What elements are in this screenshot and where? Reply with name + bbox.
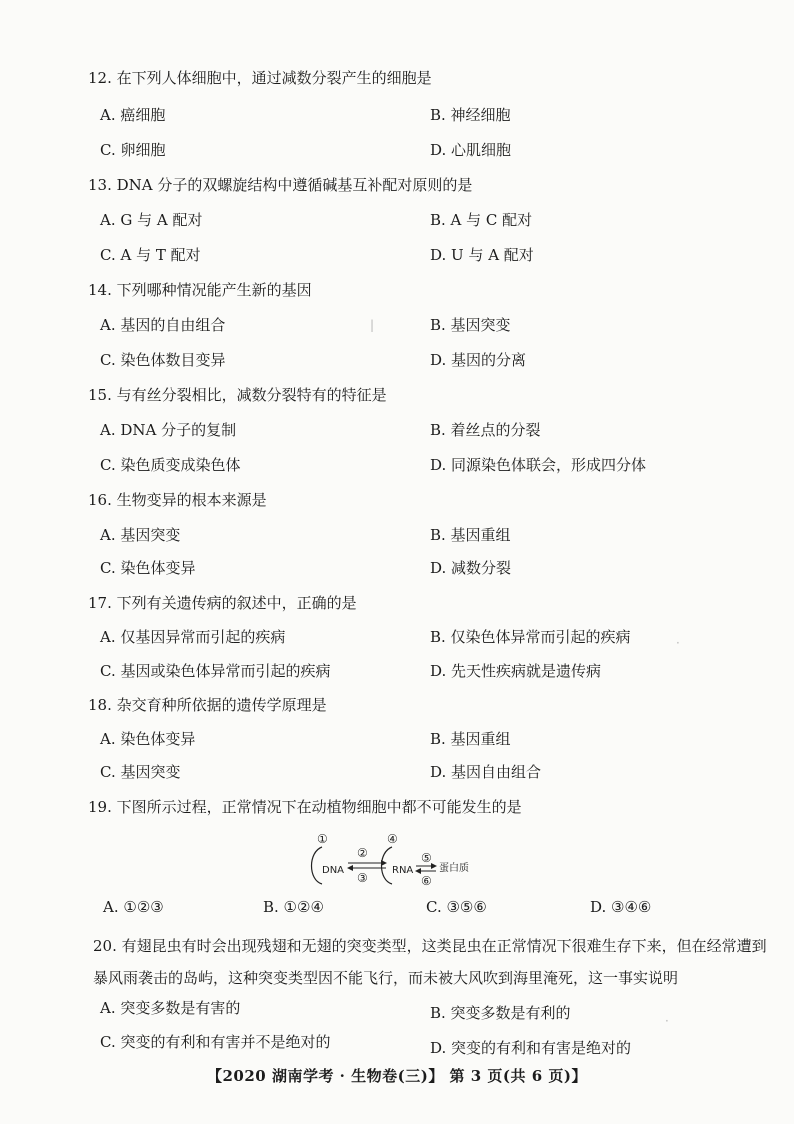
page-footer: 【2020 湖南学考 · 生物卷(三)】 第 3 页(共 6 页)】 [206,1067,587,1085]
q18-option-b: B. 基因重组 [430,730,511,748]
question-16: 16. 生物变异的根本来源是 [88,491,267,509]
label-2: ② [357,846,368,860]
question-12: 12. 在下列人体细胞中，通过减数分裂产生的细胞是 [88,69,432,87]
q20-option-d: D. 突变的有利和有害是绝对的 [430,1039,632,1057]
q12-option-a: A. 癌细胞 [100,106,166,124]
q20-option-c: C. 突变的有利和有害并不是绝对的 [100,1033,331,1051]
q19-option-a: A. ①②③ [103,898,164,916]
q17-option-d: D. 先天性疾病就是遗传病 [430,662,602,680]
question-15: 15. 与有丝分裂相比，减数分裂特有的特征是 [88,386,387,404]
q19-option-b: B. ①②④ [263,898,324,916]
label-3: ③ [357,871,368,885]
protein-label: 蛋白质 [439,863,469,874]
q13-option-c: C. A 与 T 配对 [100,246,201,264]
q14-option-c: C. 染色体数目变异 [100,351,226,369]
q15-option-d: D. 同源染色体联会，形成四分体 [430,456,647,474]
q17-option-c: C. 基因或染色体异常而引起的疾病 [100,662,331,680]
label-6: ⑥ [421,874,432,888]
label-1: ① [317,832,328,846]
q16-option-d: D. 减数分裂 [430,559,512,577]
question-18: 18. 杂交育种所依据的遗传学原理是 [88,696,327,714]
question-17: 17. 下列有关遗传病的叙述中，正确的是 [88,594,357,612]
dna-replication-loop [312,847,323,884]
q17-option-a: A. 仅基因异常而引起的疾病 [100,628,286,646]
q13-option-d: D. U 与 A 配对 [430,246,534,264]
q20-option-b: B. 突变多数是有利的 [430,1004,571,1022]
q17-option-b: B. 仅染色体异常而引起的疾病 [430,628,631,646]
scan-speck: · [676,636,680,650]
q15-option-b: B. 着丝点的分裂 [430,421,541,439]
question-13: 13. DNA 分子的双螺旋结构中遵循碱基互补配对原则的是 [88,176,473,194]
central-dogma-diagram [300,830,500,890]
q19-option-d: D. ③④⑥ [590,898,652,916]
q19-option-c: C. ③⑤⑥ [426,898,487,916]
scan-speck: · [665,1014,669,1028]
q16-option-c: C. 染色体变异 [100,559,196,577]
q12-option-d: D. 心肌细胞 [430,141,512,159]
label-4: ④ [387,832,398,846]
q13-option-a: A. G 与 A 配对 [100,211,203,229]
q18-option-c: C. 基因突变 [100,763,181,781]
q15-option-c: C. 染色质变成染色体 [100,456,241,474]
rna-label: RNA [392,865,414,876]
question-19: 19. 下图所示过程，正常情况下在动植物细胞中都不可能发生的是 [88,798,522,816]
label-5: ⑤ [421,851,432,865]
question-20: 20. 有翅昆虫有时会出现残翅和无翅的突变类型，这类昆虫在正常情况下很难生存下来，但在经常遭到暴风雨袭击的岛屿，这种突变类型因不能飞行，而未被大风吹到海里淹死，这一事实说明 [93,937,767,987]
q18-option-d: D. 基因自由组合 [430,763,542,781]
q12-option-b: B. 神经细胞 [430,106,511,124]
dna-label: DNA [322,865,345,876]
q18-option-a: A. 染色体变异 [100,730,196,748]
q16-option-b: B. 基因重组 [430,526,511,544]
q12-option-c: C. 卵细胞 [100,141,166,159]
q14-option-d: D. 基因的分离 [430,351,527,369]
q13-option-b: B. A 与 C 配对 [430,211,533,229]
q16-option-a: A. 基因突变 [100,526,181,544]
question-14: 14. 下列哪种情况能产生新的基因 [88,281,312,299]
q14-option-b: B. 基因突变 [430,316,511,334]
scan-speck: | [370,318,375,332]
q15-option-a: A. DNA 分子的复制 [100,421,237,439]
rna-replication-loop [382,847,393,884]
q14-option-a: A. 基因的自由组合 [100,316,226,334]
q20-option-a: A. 突变多数是有害的 [100,999,241,1017]
